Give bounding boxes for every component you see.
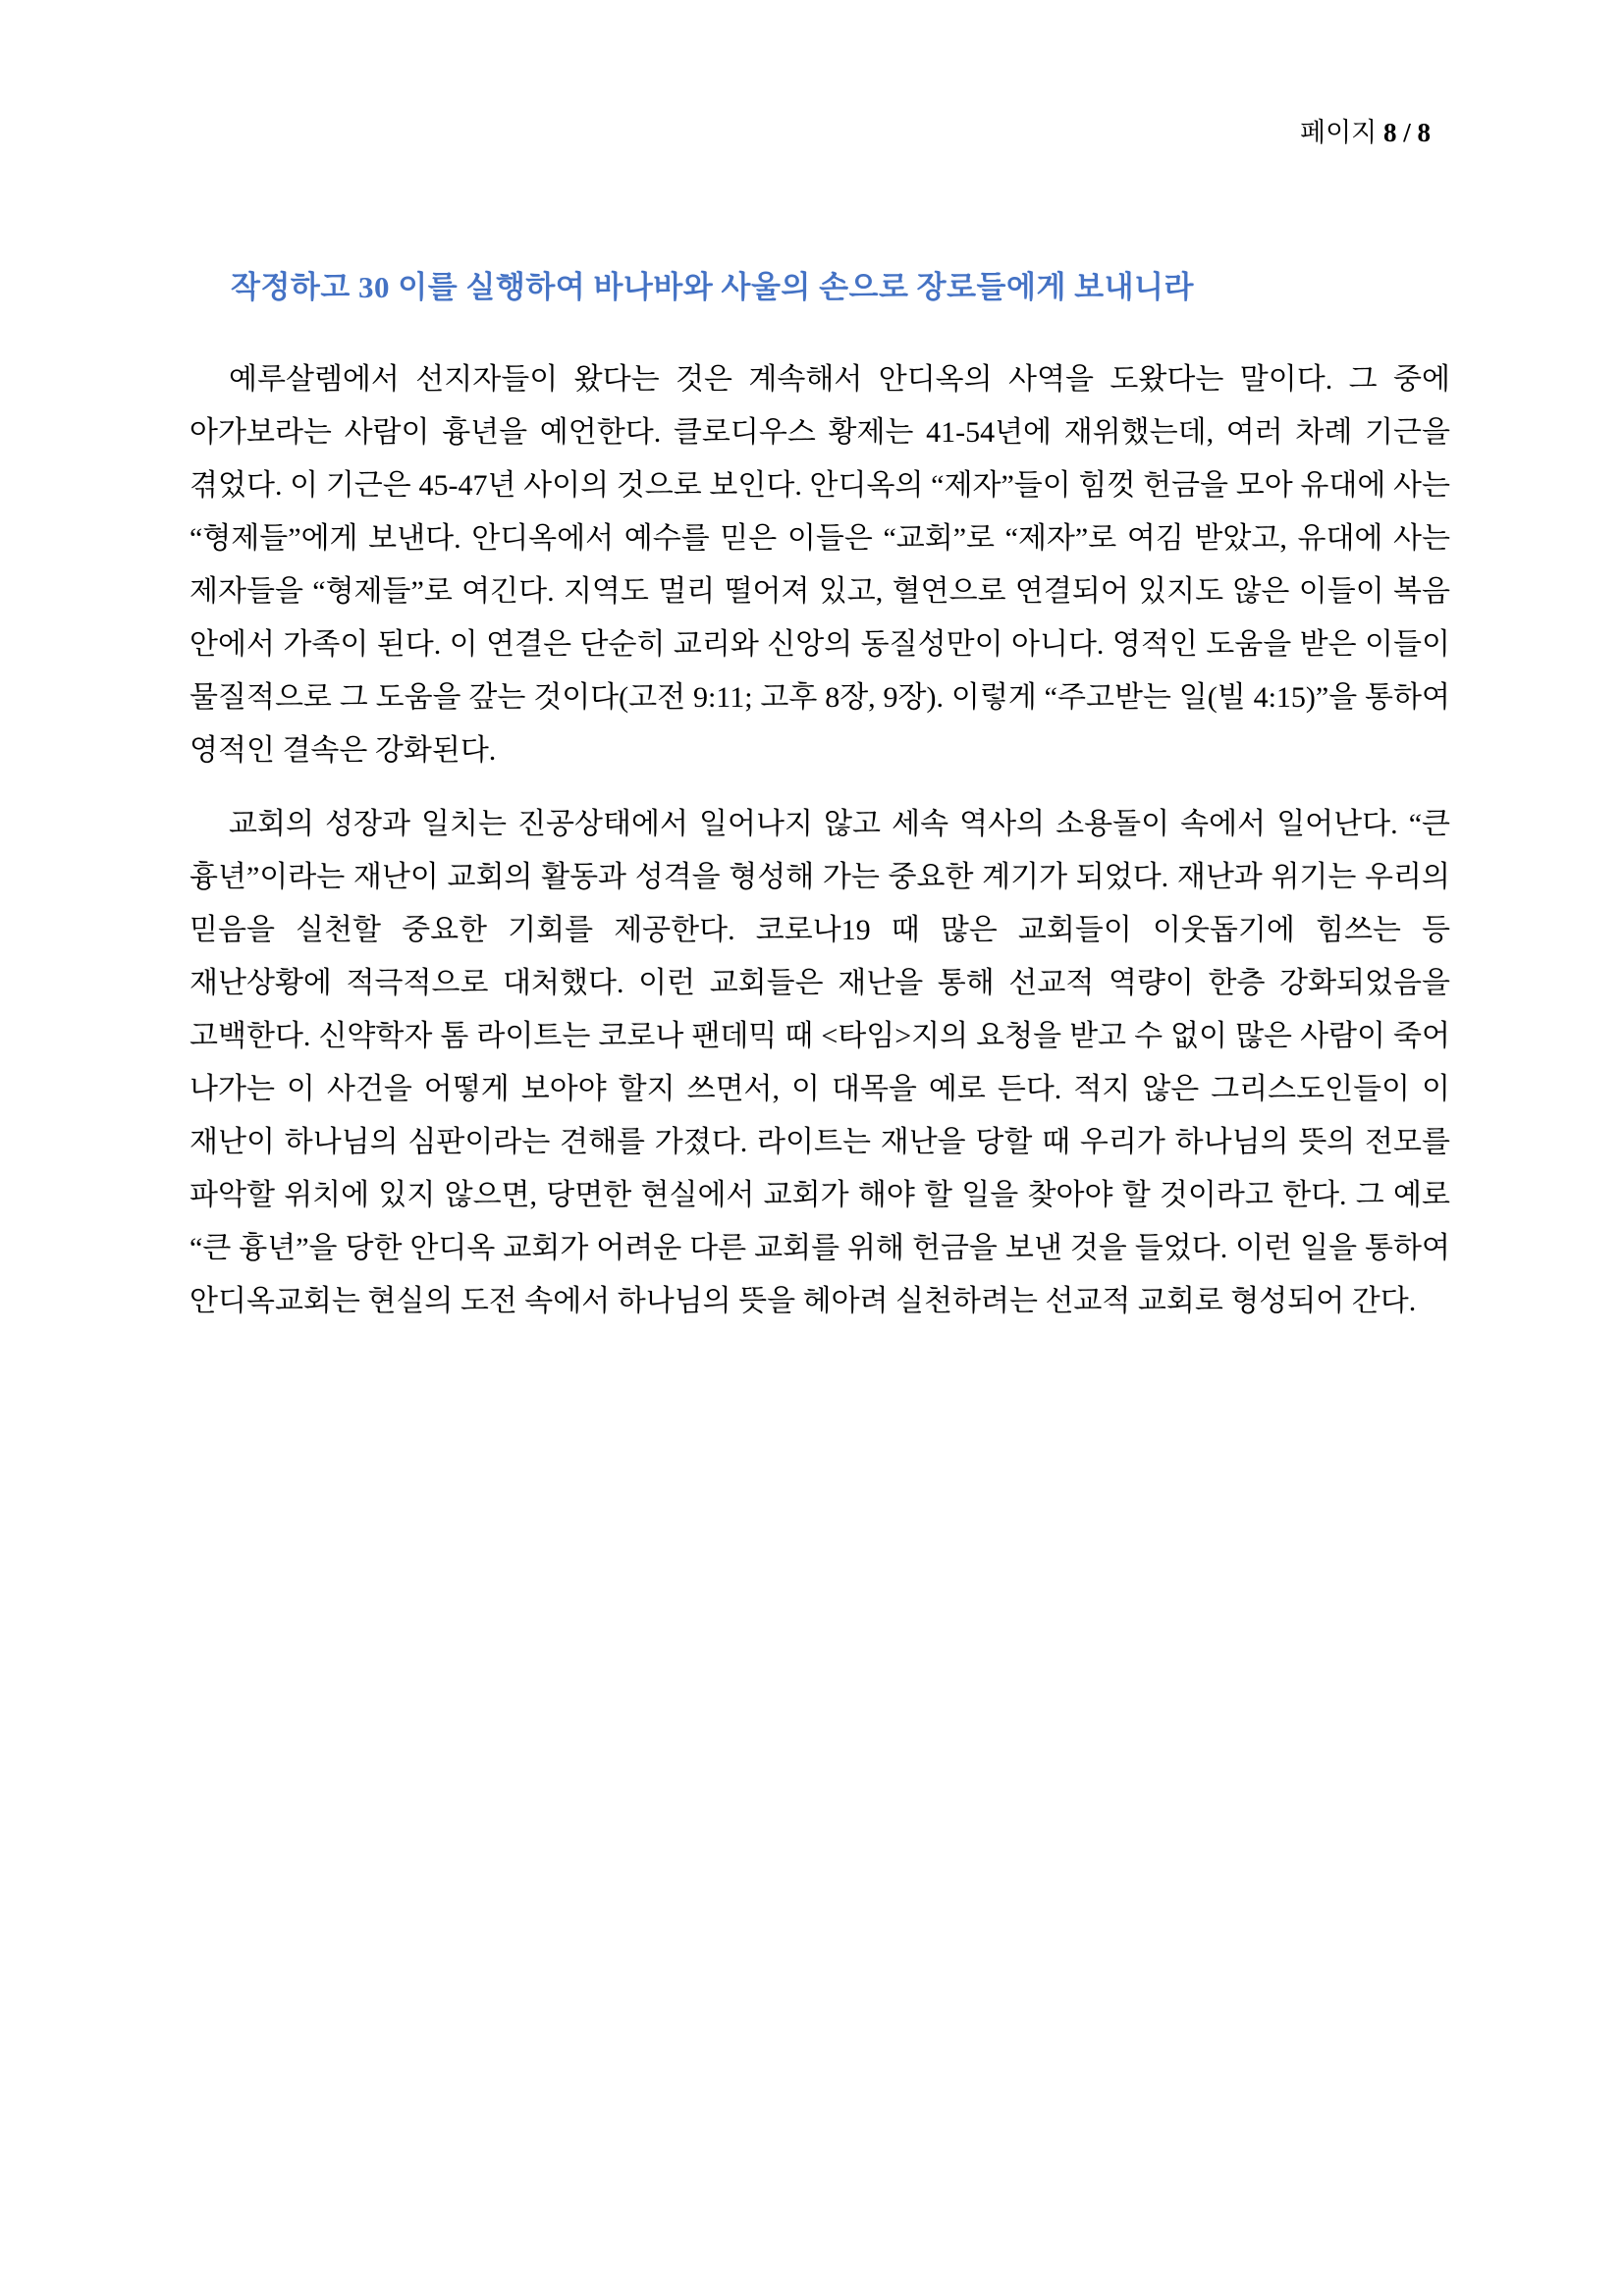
document-body [189,267,1450,1328]
paragraph-1: 예루살렘에서 선지자들이 왔다는 것은 계속해서 안디옥의 사역을 도왔다는 말이다. 그 중에 아가보라는 사람이 흉년을 예언한다. 클로디우스 황제는 41-54년에 재위했는데, 여러 차례 기근을 겪었다. 이 기근은 45-47년 사이의 것으로 보인다. 안디옥의 “제자”들이 힘껏 헌금을 모아 유대에 사는 “형제들”에게 보낸다. 안디옥에서 예수를 믿은 이들은 “교회”로 “제자”로 여김 받았고, 유대에 사는 제자들을 “형제들”로 여긴다. 지역도 멀리 떨어져 있고, 혈연으로 연결되어 있지도 않은 이들이 복음 안에서 가족이 된다. 이 연결은 단순히 교리와 신앙의 동질성만이 아니다. 영적인 도움을 받은 이들이 물질적으로 그 도움을 갚는 것이다(고전 9:11; 고후 8장, 9장). 이렇게 “주고받는 일(빌 4:15)”을 통하여 영적인 결속은 강화된다. [189,363,1450,767]
page-number-label: 페이지 [1299,118,1378,147]
paragraph-2: 교회의 성장과 일치는 진공상태에서 일어나지 않고 세속 역사의 소용돌이 속에서 일어난다. “큰 흉년”이라는 재난이 교회의 활동과 성격을 형성해 가는 중요한 계기가 되었다. 재난과 위기는 우리의 믿음을 실천할 중요한 기회를 제공한다. 코로나19 때 많은 교회들이 이웃돕기에 힘쓰는 등 재난상황에 적극적으로 대처했다. 이런 교회들은 재난을 통해 선교적 역량이 한층 강화되었음을 고백한다. 신약학자 톰 라이트는 코로나 팬데믹 때 <타임>지의 요청을 받고 수 없이 많은 사람이 죽어 나가는 이 사건을 어떻게 보아야 할지 쓰면서, 이 대목을 예로 든다. 적지 않은 그리스도인들이 이 재난이 하나님의 심판이라는 견해를 가졌다. 라이트는 재난을 당할 때 우리가 하나님의 뜻의 전모를 파악할 위치에 있지 않으면, 당면한 현실에서 교회가 해야 할 일을 찾아야 할 것이라고 한다. 그 예로 “큰 흉년”을 당한 안디옥 교회가 어려운 다른 교회를 위해 헌금을 보낸 것을 들었다. 이런 일을 통하여 안디옥교회는 현실의 도전 속에서 하나님의 뜻을 헤아려 실천하려는 선교적 교회로 형성되어 간다. [189,808,1450,1317]
page-number [189,116,1431,149]
page-number-value: 8 / 8 [1382,118,1431,147]
verse-heading: 작정하고 30 이를 실행하여 바나바와 사울의 손으로 장로들에게 보내니라 [231,270,1194,304]
